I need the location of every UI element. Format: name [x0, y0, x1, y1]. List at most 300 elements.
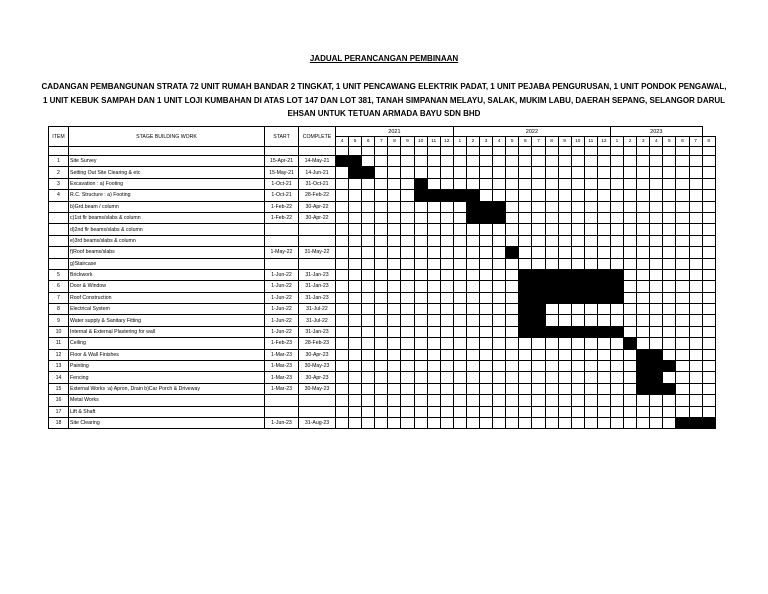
month-cell: [349, 190, 362, 201]
month-cell: [427, 383, 440, 394]
month-cell: [597, 315, 610, 326]
start-date: 1-Jun-22: [265, 304, 299, 315]
item-number: 18: [49, 417, 69, 428]
month-cell: [663, 417, 676, 428]
month-cell: [689, 338, 702, 349]
month-cell: [375, 417, 388, 428]
month-cell: [506, 304, 519, 315]
month-cell: [637, 281, 650, 292]
spacer-cell: [401, 147, 414, 156]
month-cell: [545, 395, 558, 406]
month-cell: [375, 361, 388, 372]
month-header: 4: [336, 137, 349, 147]
start-date: 1-Feb-22: [265, 201, 299, 212]
month-cell: [388, 395, 401, 406]
month-cell: [466, 383, 479, 394]
month-cell: [597, 156, 610, 167]
month-cell: [440, 258, 453, 269]
month-cell: [375, 156, 388, 167]
spacer-cell: [663, 147, 676, 156]
gantt-bar-cell: [584, 269, 597, 280]
month-header: 11: [584, 137, 597, 147]
schedule-row: [49, 190, 716, 201]
month-cell: [493, 292, 506, 303]
month-cell: [519, 212, 532, 223]
spacer-cell: [676, 147, 689, 156]
spacer-cell: [440, 147, 453, 156]
spacer-cell: [702, 147, 715, 156]
month-cell: [401, 212, 414, 223]
month-cell: [545, 201, 558, 212]
month-cell: [571, 383, 584, 394]
month-cell: [571, 156, 584, 167]
month-cell: [427, 235, 440, 246]
month-cell: [624, 167, 637, 178]
month-cell: [453, 304, 466, 315]
month-cell: [414, 269, 427, 280]
month-cell: [440, 417, 453, 428]
month-cell: [336, 326, 349, 337]
project-description-line: EHSAN UNTUK TETUAN ARMADA BAYU SDN BHD: [287, 109, 481, 118]
month-cell: [545, 417, 558, 428]
gantt-schedule-table: [48, 126, 716, 429]
gantt-bar-cell: [532, 269, 545, 280]
schedule-row: [49, 281, 716, 292]
month-cell: [440, 349, 453, 360]
month-cell: [545, 167, 558, 178]
start-date: 1-Jun-22: [265, 269, 299, 280]
month-cell: [440, 406, 453, 417]
month-cell: [362, 395, 375, 406]
month-cell: [336, 395, 349, 406]
month-cell: [519, 235, 532, 246]
month-cell: [440, 338, 453, 349]
item-number: 16: [49, 395, 69, 406]
month-header: 5: [349, 137, 362, 147]
month-cell: [362, 224, 375, 235]
spacer-cell: [558, 147, 571, 156]
month-cell: [545, 372, 558, 383]
month-cell: [624, 304, 637, 315]
month-cell: [401, 304, 414, 315]
month-cell: [558, 406, 571, 417]
month-cell: [702, 167, 715, 178]
month-cell: [663, 247, 676, 258]
month-cell: [375, 395, 388, 406]
schedule-row: [49, 224, 716, 235]
month-cell: [336, 361, 349, 372]
month-cell: [650, 190, 663, 201]
month-cell: [624, 201, 637, 212]
month-cell: [480, 167, 493, 178]
month-cell: [545, 224, 558, 235]
item-number: [49, 258, 69, 269]
gantt-bar-cell: [466, 212, 479, 223]
month-cell: [663, 338, 676, 349]
month-cell: [689, 304, 702, 315]
month-cell: [558, 258, 571, 269]
month-cell: [388, 235, 401, 246]
month-cell: [427, 417, 440, 428]
complete-date: 30-Apr-23: [299, 372, 336, 383]
month-header: 7: [532, 137, 545, 147]
month-cell: [702, 383, 715, 394]
month-cell: [453, 269, 466, 280]
month-cell: [336, 338, 349, 349]
month-cell: [676, 361, 689, 372]
month-cell: [362, 372, 375, 383]
month-cell: [453, 292, 466, 303]
month-cell: [610, 383, 623, 394]
month-cell: [480, 156, 493, 167]
month-cell: [624, 395, 637, 406]
item-number: 11: [49, 338, 69, 349]
month-cell: [532, 372, 545, 383]
month-cell: [375, 406, 388, 417]
month-cell: [336, 247, 349, 258]
month-cell: [440, 395, 453, 406]
month-cell: [493, 190, 506, 201]
month-cell: [545, 258, 558, 269]
month-cell: [336, 269, 349, 280]
month-cell: [689, 383, 702, 394]
month-cell: [388, 247, 401, 258]
month-cell: [480, 417, 493, 428]
month-cell: [414, 395, 427, 406]
month-cell: [466, 304, 479, 315]
month-cell: [414, 224, 427, 235]
month-cell: [388, 326, 401, 337]
complete-date: 30-Apr-23: [299, 349, 336, 360]
month-cell: [597, 190, 610, 201]
gantt-bar-cell: [466, 201, 479, 212]
month-cell: [336, 304, 349, 315]
item-number: [49, 235, 69, 246]
gantt-bar-cell: [624, 338, 637, 349]
month-cell: [676, 372, 689, 383]
month-header: 2: [624, 137, 637, 147]
start-date: 1-May-22: [265, 247, 299, 258]
month-cell: [584, 395, 597, 406]
month-cell: [689, 349, 702, 360]
month-cell: [401, 292, 414, 303]
month-cell: [427, 269, 440, 280]
month-cell: [440, 167, 453, 178]
month-cell: [519, 395, 532, 406]
gantt-bar-cell: [519, 315, 532, 326]
complete-date: 30-Apr-22: [299, 201, 336, 212]
month-cell: [532, 349, 545, 360]
month-cell: [584, 372, 597, 383]
month-cell: [388, 406, 401, 417]
gantt-bar-cell: [597, 269, 610, 280]
month-cell: [362, 349, 375, 360]
complete-date: [299, 235, 336, 246]
gantt-bar-cell: [558, 281, 571, 292]
complete-date: 30-Apr-22: [299, 212, 336, 223]
month-cell: [689, 201, 702, 212]
month-cell: [453, 167, 466, 178]
month-cell: [362, 235, 375, 246]
month-cell: [349, 326, 362, 337]
month-cell: [466, 372, 479, 383]
month-cell: [414, 383, 427, 394]
month-cell: [624, 235, 637, 246]
month-cell: [440, 224, 453, 235]
gantt-bar-cell: [466, 190, 479, 201]
stage-name: f)Roof beams/slabs: [69, 247, 265, 258]
month-cell: [597, 417, 610, 428]
month-cell: [440, 315, 453, 326]
schedule-row: [49, 326, 716, 337]
month-cell: [637, 292, 650, 303]
month-cell: [480, 372, 493, 383]
month-cell: [663, 190, 676, 201]
month-cell: [440, 281, 453, 292]
month-cell: [663, 258, 676, 269]
month-cell: [362, 201, 375, 212]
month-cell: [571, 304, 584, 315]
item-number: 12: [49, 349, 69, 360]
month-cell: [506, 326, 519, 337]
stage-name: g)Staircase: [69, 258, 265, 269]
month-cell: [493, 156, 506, 167]
month-cell: [637, 156, 650, 167]
schedule-row: [49, 212, 716, 223]
month-cell: [427, 304, 440, 315]
month-cell: [650, 395, 663, 406]
month-header: 2: [466, 137, 479, 147]
month-cell: [362, 383, 375, 394]
gantt-bar-cell: [571, 269, 584, 280]
start-date: [265, 224, 299, 235]
month-cell: [650, 247, 663, 258]
stage-name: Ceiling: [69, 338, 265, 349]
month-cell: [558, 224, 571, 235]
month-cell: [375, 372, 388, 383]
project-description-line: 1 UNIT KEBUK SAMPAH DAN 1 UNIT LOJI KUMBAHAN DI ATAS LOT 147 DAN LOT 381, TANAH SIMPANAN MELAYU, SALAK, MUKIM LABU, DAERAH SEPANG, SELANGOR DARUL: [42, 95, 726, 105]
gantt-bar-cell: [610, 281, 623, 292]
month-cell: [597, 338, 610, 349]
month-cell: [519, 406, 532, 417]
month-cell: [702, 178, 715, 189]
start-date: 1-Oct-21: [265, 178, 299, 189]
month-cell: [506, 224, 519, 235]
month-cell: [663, 406, 676, 417]
month-cell: [532, 224, 545, 235]
gantt-bar-cell: [545, 292, 558, 303]
month-cell: [584, 235, 597, 246]
item-number: 10: [49, 326, 69, 337]
gantt-bar-cell: [650, 372, 663, 383]
month-cell: [624, 417, 637, 428]
stage-name: R.C. Structure : a) Footing: [69, 190, 265, 201]
month-cell: [414, 292, 427, 303]
month-cell: [336, 258, 349, 269]
start-date: 1-Feb-23: [265, 338, 299, 349]
month-cell: [480, 395, 493, 406]
month-header: 1: [610, 137, 623, 147]
month-cell: [453, 326, 466, 337]
complete-date: [299, 224, 336, 235]
month-cell: [375, 235, 388, 246]
month-cell: [388, 269, 401, 280]
month-cell: [480, 349, 493, 360]
gantt-bar-cell: [650, 383, 663, 394]
month-cell: [689, 178, 702, 189]
spacer-cell: [637, 147, 650, 156]
gantt-bar-cell: [545, 269, 558, 280]
month-cell: [676, 304, 689, 315]
month-cell: [349, 338, 362, 349]
month-cell: [506, 338, 519, 349]
month-cell: [519, 349, 532, 360]
month-cell: [493, 269, 506, 280]
month-cell: [558, 235, 571, 246]
month-cell: [610, 304, 623, 315]
month-cell: [375, 178, 388, 189]
month-cell: [597, 372, 610, 383]
month-cell: [466, 292, 479, 303]
month-cell: [571, 349, 584, 360]
month-cell: [336, 212, 349, 223]
month-cell: [702, 304, 715, 315]
month-cell: [427, 372, 440, 383]
month-cell: [597, 361, 610, 372]
month-cell: [532, 406, 545, 417]
item-number: 4: [49, 190, 69, 201]
spacer-cell: [597, 147, 610, 156]
gantt-bar-cell: [702, 417, 715, 428]
month-cell: [388, 156, 401, 167]
month-cell: [506, 156, 519, 167]
month-cell: [388, 281, 401, 292]
month-cell: [480, 269, 493, 280]
month-cell: [480, 247, 493, 258]
month-cell: [414, 315, 427, 326]
month-cell: [414, 406, 427, 417]
month-cell: [650, 292, 663, 303]
schedule-row: [49, 292, 716, 303]
month-cell: [388, 212, 401, 223]
schedule-row: [49, 395, 716, 406]
month-cell: [362, 212, 375, 223]
month-cell: [427, 349, 440, 360]
month-cell: [532, 361, 545, 372]
month-cell: [624, 156, 637, 167]
month-cell: [440, 212, 453, 223]
month-cell: [493, 304, 506, 315]
month-cell: [349, 235, 362, 246]
month-cell: [545, 383, 558, 394]
gantt-bar-cell: [676, 417, 689, 428]
month-cell: [584, 201, 597, 212]
month-cell: [427, 224, 440, 235]
stage-name: Roof Construction: [69, 292, 265, 303]
month-cell: [545, 247, 558, 258]
month-cell: [427, 167, 440, 178]
month-cell: [519, 417, 532, 428]
month-cell: [558, 315, 571, 326]
month-cell: [401, 326, 414, 337]
month-cell: [676, 315, 689, 326]
spacer-cell: [414, 147, 427, 156]
month-cell: [597, 349, 610, 360]
complete-date: 31-May-22: [299, 247, 336, 258]
month-cell: [597, 212, 610, 223]
spacer-cell: [375, 147, 388, 156]
month-cell: [532, 156, 545, 167]
item-number: 15: [49, 383, 69, 394]
month-cell: [571, 201, 584, 212]
month-cell: [349, 212, 362, 223]
month-cell: [663, 281, 676, 292]
schedule-row: [49, 156, 716, 167]
month-header: 7: [689, 137, 702, 147]
month-cell: [401, 258, 414, 269]
month-cell: [637, 326, 650, 337]
gantt-bar-cell: [637, 383, 650, 394]
month-cell: [414, 247, 427, 258]
month-cell: [650, 304, 663, 315]
month-cell: [532, 247, 545, 258]
stage-name: Site Survey: [69, 156, 265, 167]
month-cell: [506, 190, 519, 201]
start-date: 1-Jun-22: [265, 292, 299, 303]
month-cell: [571, 235, 584, 246]
month-cell: [427, 315, 440, 326]
item-number: [49, 247, 69, 258]
month-cell: [676, 156, 689, 167]
month-cell: [375, 269, 388, 280]
month-cell: [650, 258, 663, 269]
spacer-cell: [624, 147, 637, 156]
month-header: 4: [650, 137, 663, 147]
month-cell: [506, 201, 519, 212]
month-cell: [558, 304, 571, 315]
gantt-bar-cell: [637, 361, 650, 372]
month-cell: [571, 178, 584, 189]
month-cell: [702, 338, 715, 349]
item-number: 17: [49, 406, 69, 417]
month-cell: [349, 372, 362, 383]
month-cell: [414, 326, 427, 337]
month-cell: [558, 156, 571, 167]
month-cell: [401, 201, 414, 212]
month-cell: [453, 201, 466, 212]
month-cell: [650, 178, 663, 189]
gantt-bar-cell: [584, 281, 597, 292]
month-cell: [349, 349, 362, 360]
month-cell: [610, 361, 623, 372]
month-cell: [440, 292, 453, 303]
month-header: 12: [597, 137, 610, 147]
spacer-cell: [519, 147, 532, 156]
month-cell: [493, 224, 506, 235]
gantt-bar-cell: [689, 417, 702, 428]
month-cell: [388, 292, 401, 303]
gantt-bar-cell: [532, 292, 545, 303]
month-cell: [689, 326, 702, 337]
month-cell: [480, 304, 493, 315]
month-cell: [453, 247, 466, 258]
month-cell: [362, 190, 375, 201]
month-cell: [453, 372, 466, 383]
month-cell: [349, 383, 362, 394]
month-cell: [375, 190, 388, 201]
month-cell: [466, 281, 479, 292]
month-header: 5: [663, 137, 676, 147]
